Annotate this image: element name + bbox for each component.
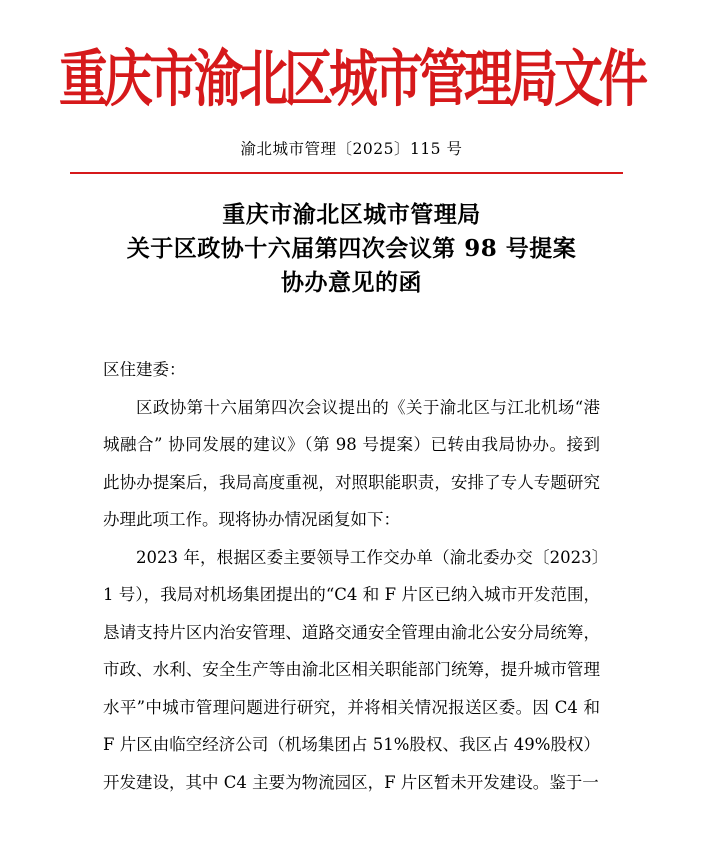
title-line-2: 关于区政协十六届第四次会议第 98 号提案 <box>126 235 577 262</box>
paragraph-1: 区政协第十六届第四次会议提出的《关于渝北区与江北机场“港城融合” 协同发展的建议》（第 98 号提案）已转由我局协办。接到此协办提案后，我局高度重视，对照职能职责，安排了专人专题研究办理此项工作。现将协办情况函复如下： <box>103 397 600 529</box>
document-body <box>103 351 600 801</box>
title-line-3: 协办意见的函 <box>281 269 422 296</box>
document-title <box>0 198 703 300</box>
red-divider-line <box>70 172 623 174</box>
title-line-1: 重庆市渝北区城市管理局 <box>222 201 481 228</box>
document-number: 渝北城市管理〔2025〕115 号 <box>240 140 463 158</box>
document-masthead: 重庆市渝北区城市管理局文件 <box>58 43 644 115</box>
salutation: 区住建委： <box>103 360 186 379</box>
paragraph-2: 2023 年，根据区委主要领导工作交办单（渝北委办交〔2023〕1 号），我局对机场集团提出的“C4 和 F 片区已纳入城市开发范围，恳请支持片区内治安管理、道路交通安全管理由渝北公安分局统筹，市政、水利、安全生产等由渝北区相关职能部门统筹，提升城市管理水平”中城市管理问题进行研究，并将相关情况报送区委。因 C4 和 F 片区由临空经济公司（机场集团占 51%股权、我区占 49%股权）开发建设，其中 C4 主要为物流园区，F 片区暂未开发建设。鉴于一 <box>103 547 600 792</box>
